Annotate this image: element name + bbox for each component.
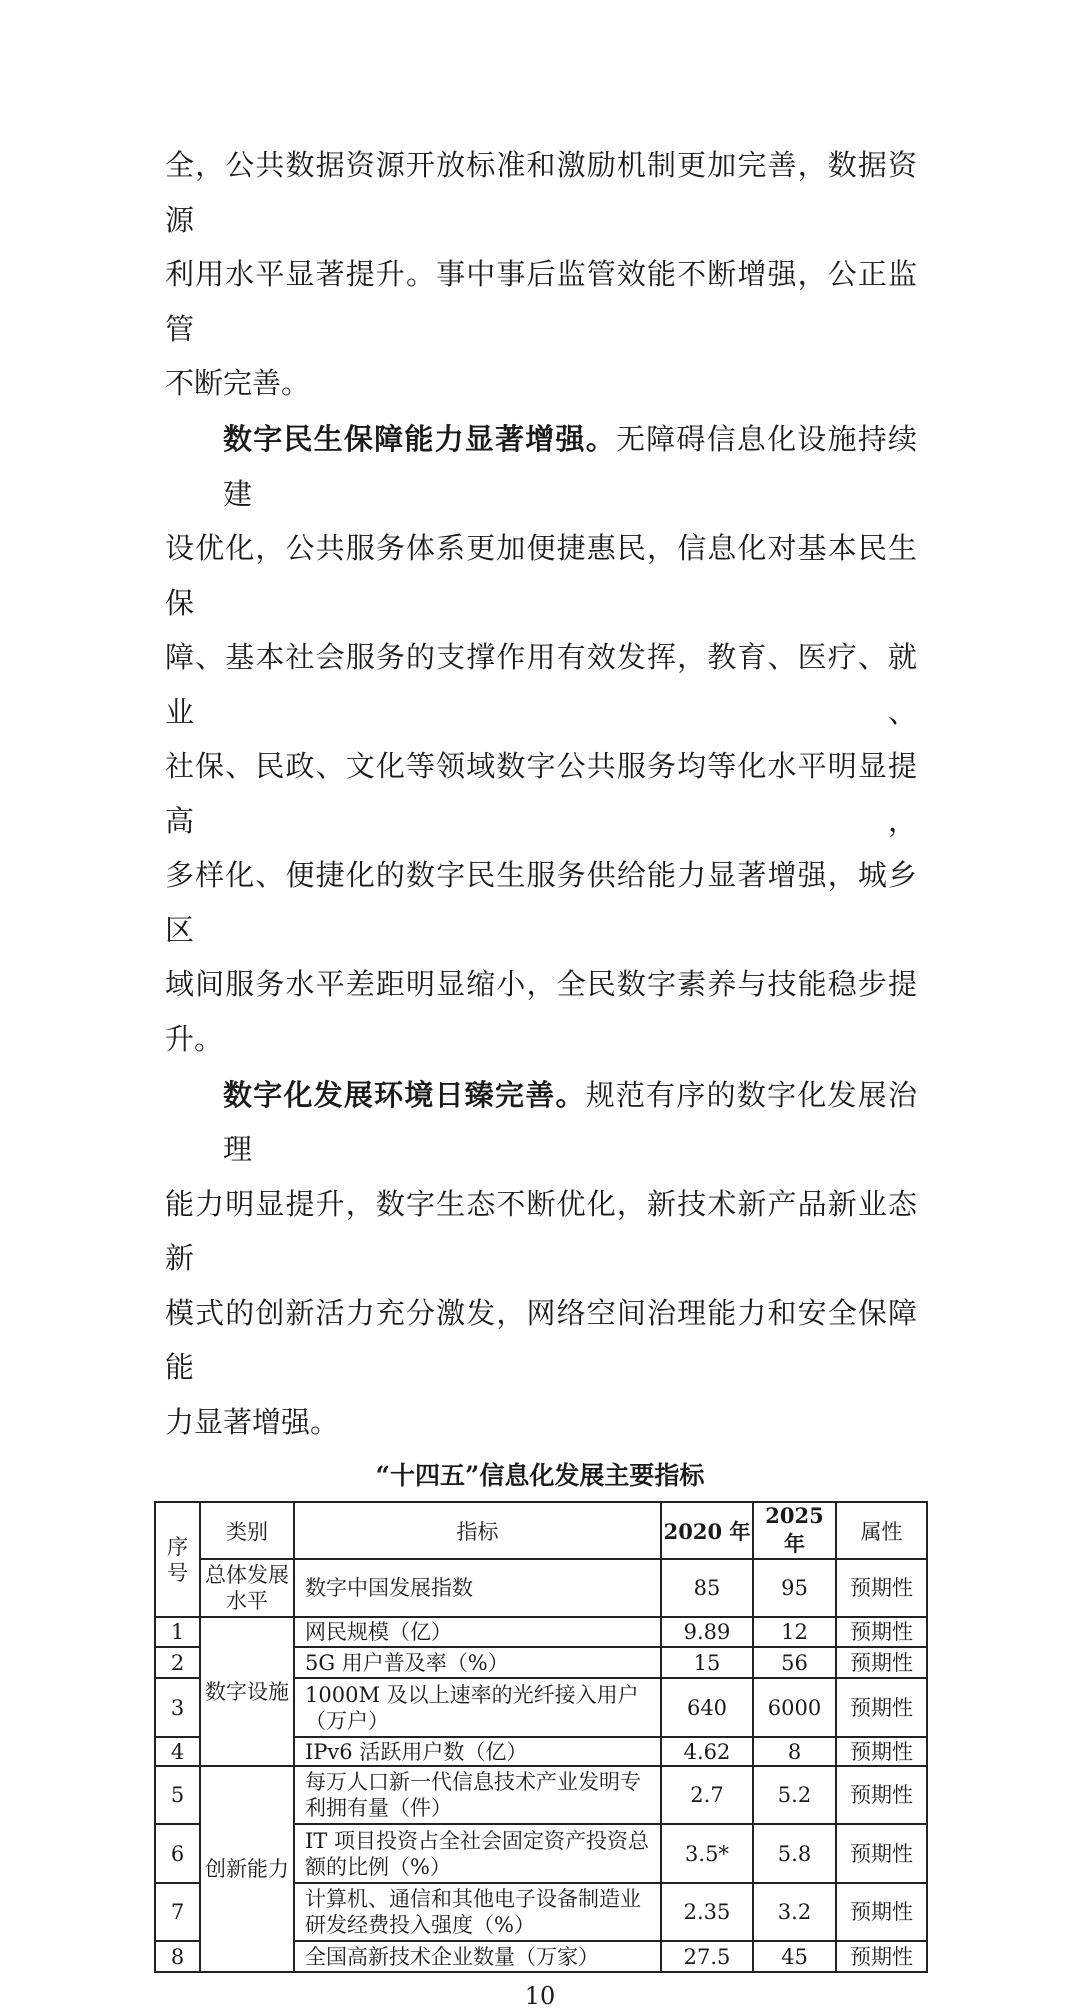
indicator-cell: 每万人口新一代信息技术产业发明专利拥有量（件） <box>294 1766 661 1824</box>
indicator-cell: 计算机、通信和其他电子设备制造业研发经费投入强度（%） <box>294 1883 661 1941</box>
text-line <box>165 412 917 521</box>
table-header-row <box>155 1502 927 1559</box>
header-2020: 2020 年 <box>661 1502 753 1559</box>
indicator-cell: 1000M 及以上速率的光纤接入用户（万户） <box>294 1678 661 1737</box>
attribute-cell: 预期性 <box>836 1647 927 1678</box>
text-line <box>165 1068 917 1177</box>
table-row <box>155 1559 927 1617</box>
text-line: 模式的创新活力充分激发，网络空间治理能力和安全保障能 <box>165 1295 917 1384</box>
text-line: 不断完善。 <box>165 366 311 400</box>
text-line: 力显著增强。 <box>165 1404 340 1439</box>
attribute-cell: 预期性 <box>836 1941 927 1972</box>
value-2025: 8 <box>753 1737 836 1766</box>
value-2025: 12 <box>753 1617 836 1647</box>
category-cell: 数字设施 <box>200 1617 294 1766</box>
value-2020: 4.62 <box>661 1737 753 1766</box>
text-line: 能力明显提升，数字生态不断优化，新技术新产品新业态新 <box>165 1186 917 1275</box>
text-line: 域间服务水平差距明显缩小，全民数字素养与技能稳步提 <box>165 967 917 1001</box>
paragraph-lead: 数字民生保障能力显著增强。 <box>223 422 616 456</box>
value-2025: 6000 <box>753 1678 836 1737</box>
attribute-cell: 预期性 <box>836 1766 927 1824</box>
table-title: “十四五”信息化发展主要指标 <box>375 1461 705 1490</box>
value-2020: 85 <box>661 1559 753 1617</box>
value-2020: 640 <box>661 1678 753 1737</box>
seq-cell: 3 <box>155 1678 200 1737</box>
table-wrapper <box>154 1501 1080 1973</box>
attribute-cell: 预期性 <box>836 1737 927 1766</box>
text-line-rest: 规范有序的数字化发展治理 <box>223 1077 917 1166</box>
table-row <box>155 1617 927 1647</box>
paragraph-data-resources <box>165 138 917 411</box>
attribute-cell: 预期性 <box>836 1678 927 1737</box>
value-2025: 45 <box>753 1941 836 1972</box>
attribute-cell: 预期性 <box>836 1617 927 1647</box>
text-line: 利用水平显著提升。事中事后监管效能不断增强，公正监管 <box>165 257 917 346</box>
header-category: 类别 <box>200 1502 294 1559</box>
text-line: 多样化、便捷化的数字民生服务供给能力显著增强，城乡区 <box>165 858 917 947</box>
indicator-cell: 5G 用户普及率（%） <box>294 1647 661 1678</box>
paragraph-lead: 数字化发展环境日臻完善。 <box>223 1077 586 1112</box>
indicator-cell: IPv6 活跃用户数（亿） <box>294 1737 661 1766</box>
seq-cell: 1 <box>155 1617 200 1647</box>
seq-cell: 5 <box>155 1766 200 1824</box>
seq-cell: 2 <box>155 1647 200 1678</box>
seq-cell: 8 <box>155 1941 200 1972</box>
indicator-cell: 全国高新技术企业数量（万家） <box>294 1941 661 1972</box>
text-line: 全，公共数据资源开放标准和激励机制更加完善，数据资源 <box>165 148 917 237</box>
value-2020: 3.5* <box>661 1824 753 1883</box>
value-2020: 2.7 <box>661 1766 753 1824</box>
indicator-cell: IT 项目投资占全社会固定资产投资总额的比例（%） <box>294 1824 661 1883</box>
value-2025: 5.8 <box>753 1824 836 1883</box>
attribute-cell: 预期性 <box>836 1883 927 1941</box>
header-seq: 序号 <box>155 1502 200 1617</box>
value-2020: 2.35 <box>661 1883 753 1941</box>
value-2025: 56 <box>753 1647 836 1678</box>
seq-cell: 4 <box>155 1737 200 1766</box>
seq-cell: 6 <box>155 1824 200 1883</box>
indicators-table <box>154 1501 928 1973</box>
value-2025: 5.2 <box>753 1766 836 1824</box>
attribute-cell: 预期性 <box>836 1559 927 1617</box>
paragraph-digital-environment <box>165 1068 917 1450</box>
category-cell: 创新能力 <box>200 1766 294 1972</box>
text-line-rest: 无障碍信息化设施持续建 <box>223 422 917 511</box>
header-attribute: 属性 <box>836 1502 927 1559</box>
attribute-cell: 预期性 <box>836 1824 927 1883</box>
value-2020: 9.89 <box>661 1617 753 1647</box>
page <box>0 138 1080 2011</box>
page-number: 10 <box>524 1982 556 2010</box>
body-text <box>165 138 917 1449</box>
text-line: 升。 <box>165 1021 224 1056</box>
header-2025: 2025 年 <box>753 1502 836 1559</box>
value-2025: 95 <box>753 1559 836 1617</box>
category-cell: 总体发展水平 <box>200 1559 294 1617</box>
text-line: 设优化，公共服务体系更加便捷惠民，信息化对基本民生保 <box>165 531 917 620</box>
text-line: 障、基本社会服务的支撑作用有效发挥，教育、医疗、就业、 <box>165 640 917 729</box>
indicator-cell: 数字中国发展指数 <box>294 1559 661 1617</box>
table-row <box>155 1766 927 1824</box>
paragraph-digital-livelihood <box>165 412 917 1066</box>
value-2020: 27.5 <box>661 1941 753 1972</box>
indicator-cell: 网民规模（亿） <box>294 1617 661 1647</box>
seq-cell: 7 <box>155 1883 200 1941</box>
header-indicator: 指标 <box>294 1502 661 1559</box>
value-2020: 15 <box>661 1647 753 1678</box>
text-line: 社保、民政、文化等领域数字公共服务均等化水平明显提高， <box>165 749 917 838</box>
value-2025: 3.2 <box>753 1883 836 1941</box>
